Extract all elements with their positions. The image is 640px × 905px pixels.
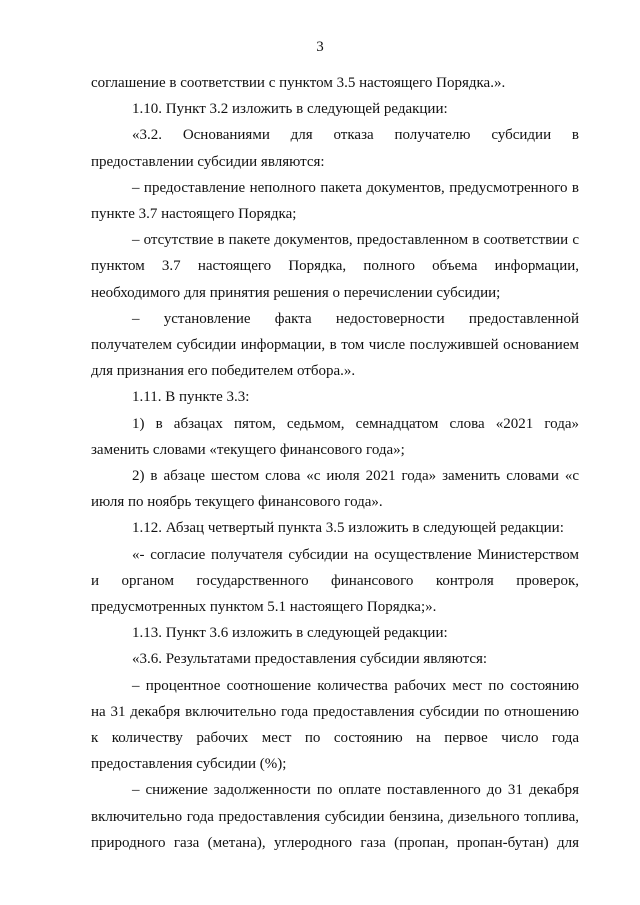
paragraph: 1.10. Пункт 3.2 изложить в следующей редакции: — [132, 101, 448, 118]
paragraph: соглашение в соответствии с пунктом 3.5 настоящего Порядка.». — [91, 75, 506, 91]
paragraph: «3.6. Результатами предоставления субсидии являются: — [132, 651, 488, 668]
page-number: 3 — [316, 39, 324, 55]
paragraph: – отсутствие в пакете документов, предоставленном в соответствии с пунктом 3.7 настоящего Порядка, полного объема информации, необходимого для принятия решения о перечислении субсидии; — [91, 232, 579, 301]
paragraph: – предоставление неполного пакета документов, предусмотренного в пункте 3.7 настоящего Порядка; — [91, 179, 579, 223]
paragraph: – процентное соотношение количества рабочих мест по состоянию на 31 декабря включительно года предоставления субсидии по отношению к количеству рабочих мест по состоянию на первое число года предоставления субсидии (%); — [91, 677, 579, 773]
document-body — [91, 70, 579, 856]
paragraph: 1.12. Абзац четвертый пункта 3.5 изложить в следующей редакции: — [132, 520, 564, 537]
paragraph: «3.2. Основаниями для отказа получателю субсидии в предоставлении субсидии являются: — [91, 127, 579, 170]
paragraph: 1.13. Пункт 3.6 изложить в следующей редакции: — [132, 625, 448, 642]
paragraph: 2) в абзаце шестом слова «с июля 2021 года» заменить словами «с июля по ноябрь текущего финансового года». — [91, 468, 579, 511]
paragraph: – установление факта недостоверности предоставленной получателем субсидии информации, в том числе послужившей основанием для признания его победителем отбора.». — [91, 310, 579, 380]
paragraph: «- согласие получателя субсидии на осуществление Министерством и органом государственного финансового контроля проверок, предусмотренных пунктом 5.1 настоящего Порядка;». — [91, 546, 579, 616]
paragraph: 1) в абзацах пятом, седьмом, семнадцатом слова «2021 года» заменить словами «текущего финансового года»; — [91, 415, 579, 458]
paragraph: – снижение задолженности по оплате поставленного до 31 декабря включительно года предоставления субсидии бензина, дизельного топлива, природного газа (метана), углеродного газа (пропан, пропан-бутан) для — [91, 782, 579, 851]
paragraph: 1.11. В пункте 3.3: — [132, 389, 250, 406]
